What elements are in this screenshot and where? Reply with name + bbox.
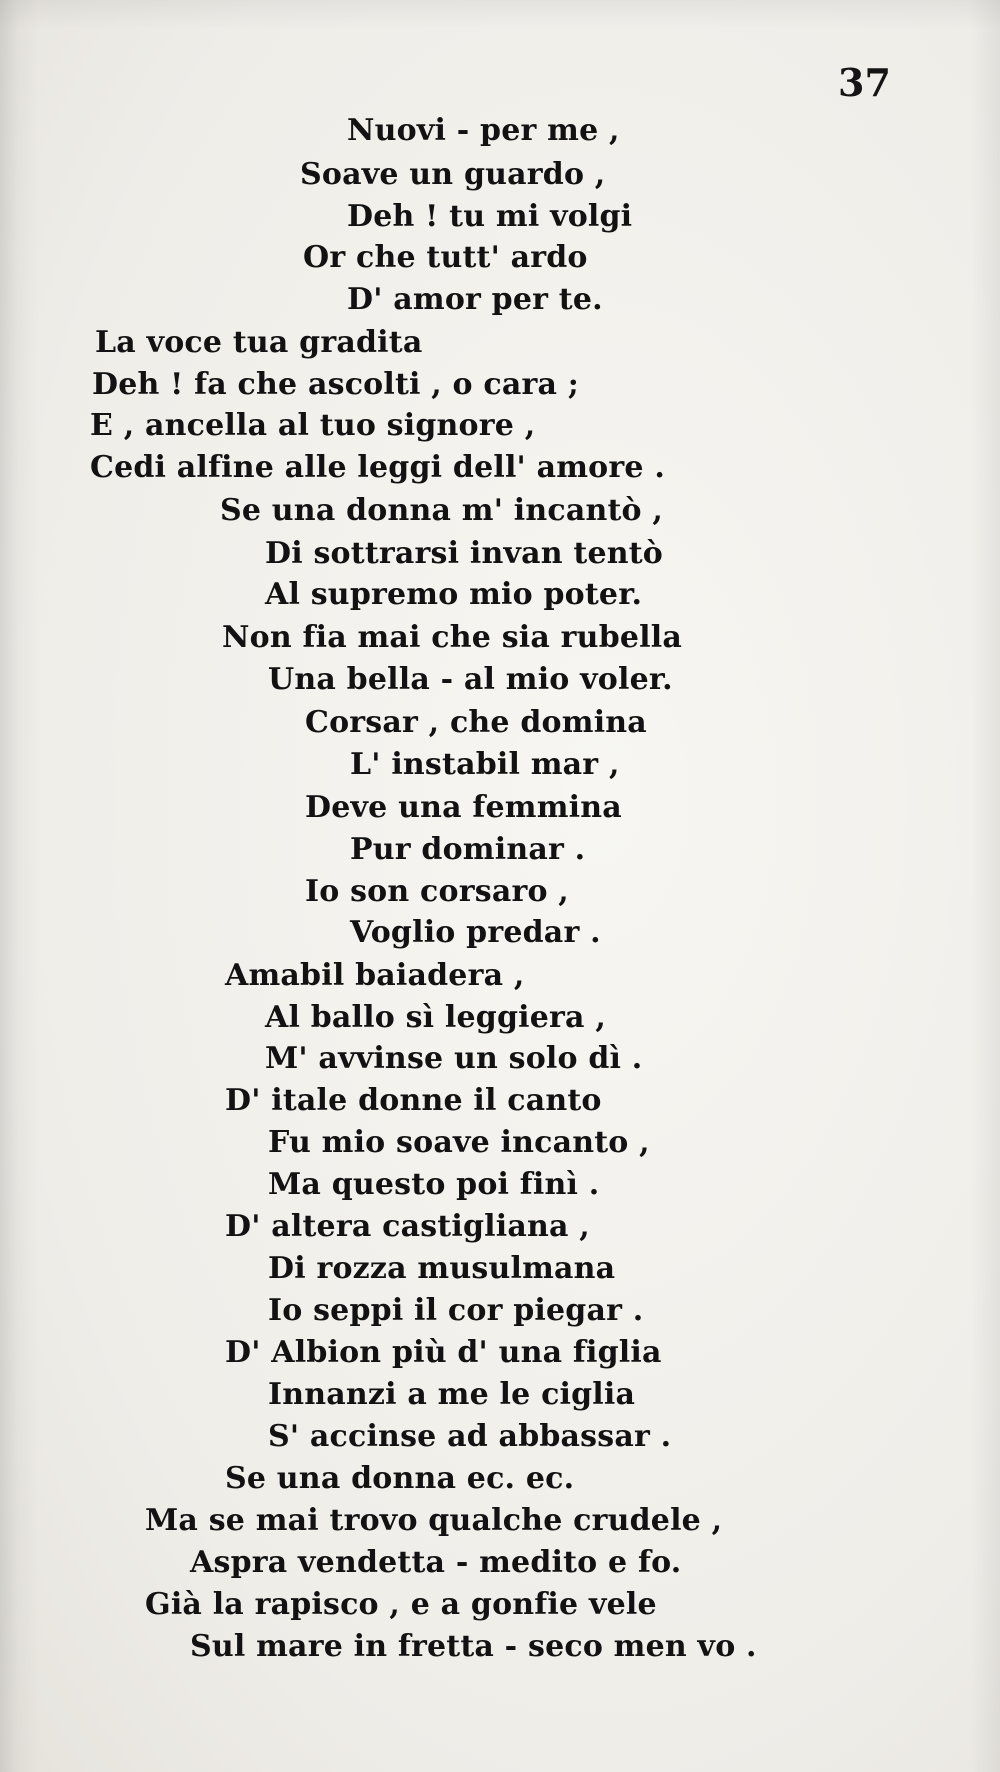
poem-line: Al supremo mio poter. [265, 577, 643, 612]
poem-line: Cedi alfine alle leggi dell' amore . [90, 450, 665, 485]
poem-line: Deh ! fa che ascolti , o cara ; [92, 367, 580, 402]
poem-line: D' itale donne il canto [225, 1083, 602, 1118]
poem-line: Se una donna ec. ec. [225, 1461, 575, 1496]
poem-line: D' amor per te. [347, 282, 603, 317]
poem-line: M' avvinse un solo dì . [265, 1041, 643, 1076]
poem-line: Fu mio soave incanto , [268, 1125, 650, 1160]
poem-line: Deve una femmina [305, 790, 622, 825]
poem-line: L' instabil mar , [350, 747, 620, 782]
poem-line: Aspra vendetta - medito e fo. [190, 1545, 682, 1580]
poem-line: Non fia mai che sia rubella [222, 620, 682, 655]
poem-line: Io son corsaro , [305, 874, 569, 909]
poem-line: Amabil baiadera , [225, 958, 525, 993]
poem-line: Sul mare in fretta - seco men vo . [190, 1629, 757, 1664]
poem-line: D' Albion più d' una figlia [225, 1335, 662, 1370]
poem-line: Già la rapisco , e a gonfie vele [145, 1587, 657, 1622]
poem-line: Io seppi il cor piegar . [268, 1293, 644, 1328]
poem-line: Una bella - al mio voler. [268, 662, 673, 697]
poem-line: Deh ! tu mi volgi [347, 199, 633, 234]
page-number: 37 [838, 60, 891, 105]
poem-line: S' accinse ad abbassar . [268, 1419, 672, 1454]
poem-line: D' altera castigliana , [225, 1209, 590, 1244]
poem-line: La voce tua gradita [95, 325, 423, 360]
poem-line: Di sottrarsi invan tentò [265, 536, 664, 571]
poem-line: Nuovi - per me , [347, 113, 620, 148]
poem-line: E , ancella al tuo signore , [90, 408, 536, 443]
poem-line: Innanzi a me le ciglia [268, 1377, 636, 1412]
poem-line: Soave un guardo , [300, 157, 606, 192]
poem-line: Ma se mai trovo qualche crudele , [145, 1503, 723, 1538]
poem-line: Or che tutt' ardo [303, 240, 588, 275]
poem-line: Di rozza musulmana [268, 1251, 616, 1286]
poem-line: Se una donna m' incantò , [220, 493, 664, 528]
poem-line: Al ballo sì leggiera , [265, 1000, 606, 1035]
poem-line: Voglio predar . [350, 915, 601, 950]
poem-line: Pur dominar . [350, 832, 586, 867]
poem-line: Corsar , che domina [305, 705, 647, 740]
poem-line: Ma questo poi finì . [268, 1167, 600, 1202]
